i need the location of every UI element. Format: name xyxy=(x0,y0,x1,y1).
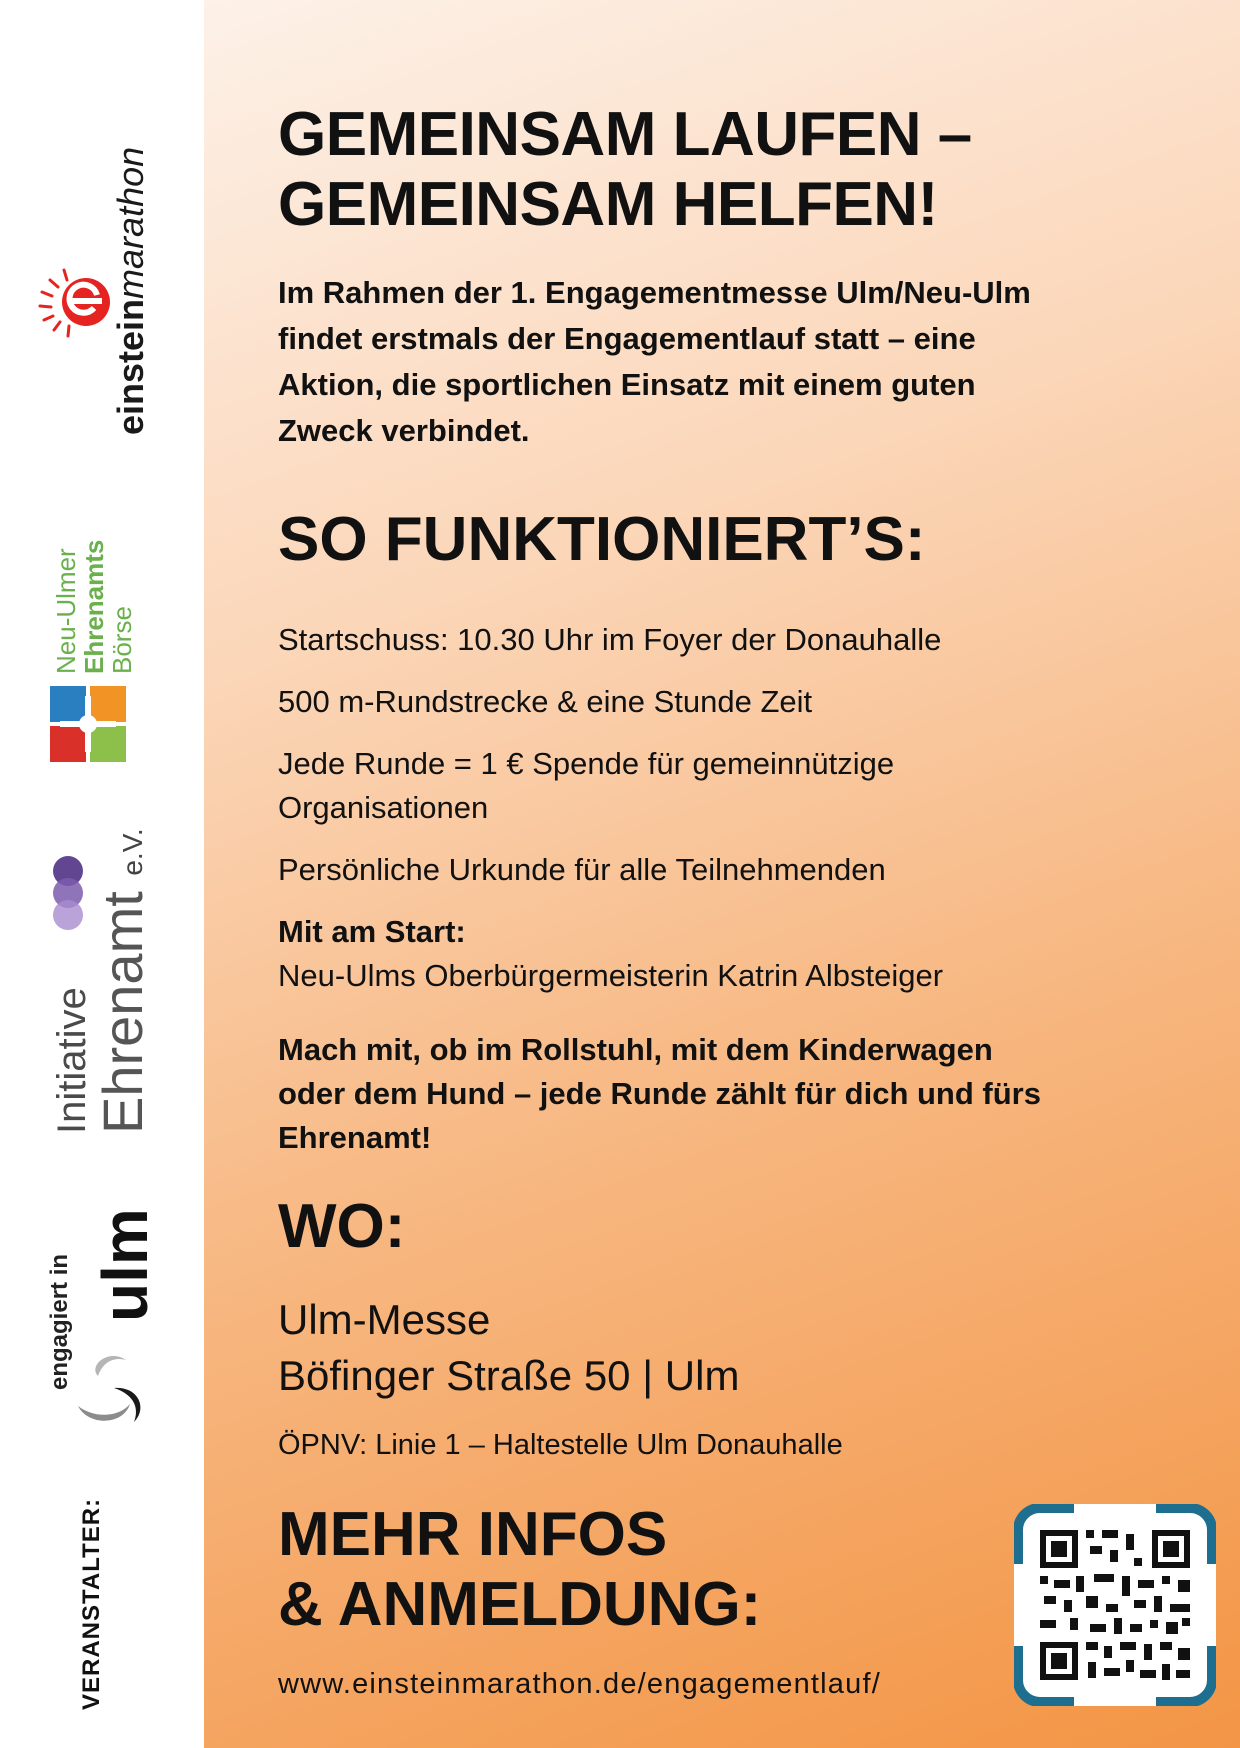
ehrenamtsboerse-logo xyxy=(52,540,136,674)
borse-line-2: Ehrenamts xyxy=(79,539,109,674)
venue-address: Böfinger Straße 50 | Ulm xyxy=(278,1352,740,1399)
einstein-sun-icon xyxy=(34,252,114,342)
initiative-line-1: Initiative xyxy=(50,987,94,1134)
cta-line-3: Ehrenamt! xyxy=(278,1120,432,1155)
einstein-logo-bold: einstein xyxy=(110,298,151,435)
headline-line-2: GEMEINSAM HELFEN! xyxy=(278,170,938,239)
where-heading: WO: xyxy=(278,1192,406,1261)
more-heading-line-2: & ANMELDUNG: xyxy=(278,1570,762,1639)
cta-text xyxy=(278,1028,1041,1160)
qr-code-icon[interactable] xyxy=(1014,1504,1216,1706)
transit-info: ÖPNV: Linie 1 – Haltestelle Ulm Donauhalle xyxy=(278,1429,843,1461)
ulm-label: ulm xyxy=(89,1208,161,1322)
info-with-value: Neu-Ulms Oberbürgermeisterin Katrin Albsteiger xyxy=(278,958,944,993)
initiative-ehrenamt-logo xyxy=(50,828,162,1134)
ulm-swirl-icon xyxy=(68,1346,152,1430)
more-heading-line-1: MEHR INFOS xyxy=(278,1500,668,1569)
initiative-suffix: e.V. xyxy=(117,828,148,876)
info-certificate: Persönliche Urkunde für alle Teilnehmenden xyxy=(278,852,886,887)
info-with-label: Mit am Start: xyxy=(278,914,466,949)
intro-text xyxy=(278,270,1118,454)
hands-icon xyxy=(48,684,128,764)
borse-line-1: Neu-Ulmer xyxy=(51,548,81,674)
intro-line-3: Aktion, die sportlichen Einsatz mit einem guten xyxy=(278,367,976,402)
info-donation-1: Jede Runde = 1 € Spende für gemeinnützige xyxy=(278,746,895,781)
organizer-label: VERANSTALTER: xyxy=(78,1497,105,1710)
intro-line-4: Zweck verbindet. xyxy=(278,413,530,448)
more-heading xyxy=(278,1500,761,1640)
venue-name: Ulm-Messe xyxy=(278,1296,491,1343)
headline-line-1: GEMEINSAM LAUFEN – xyxy=(278,100,972,169)
einsteinmarathon-logo xyxy=(110,147,152,435)
intro-line-1: Im Rahmen der 1. Engagementmesse Ulm/Neu-Ulm xyxy=(278,275,1031,310)
einstein-logo-italic: marathon xyxy=(110,146,151,299)
headline xyxy=(278,100,1118,240)
borse-line-3: Börse xyxy=(107,606,137,674)
cta-line-2: oder dem Hund – jede Runde zählt für dich und fürs xyxy=(278,1076,1041,1111)
registration-url[interactable]: www.einsteinmarathon.de/engagementlauf/ xyxy=(278,1668,881,1700)
engagiert-in-label: engagiert in xyxy=(46,1253,73,1390)
initiative-line-2: Ehrenamt xyxy=(91,891,154,1134)
flyer-content xyxy=(278,100,1118,1700)
organizer-sidebar xyxy=(0,0,204,1748)
info-start: Startschuss: 10.30 Uhr im Foyer der Donauhalle xyxy=(278,622,942,657)
info-course: 500 m-Rundstrecke & eine Stunde Zeit xyxy=(278,684,813,719)
cta-line-1: Mach mit, ob im Rollstuhl, mit dem Kinderwagen xyxy=(278,1032,993,1067)
intro-line-2: findet erstmals der Engagementlauf statt – eine xyxy=(278,321,976,356)
how-heading: SO FUNKTIONIERT’S: xyxy=(278,505,926,574)
info-donation-2: Organisationen xyxy=(278,790,489,825)
